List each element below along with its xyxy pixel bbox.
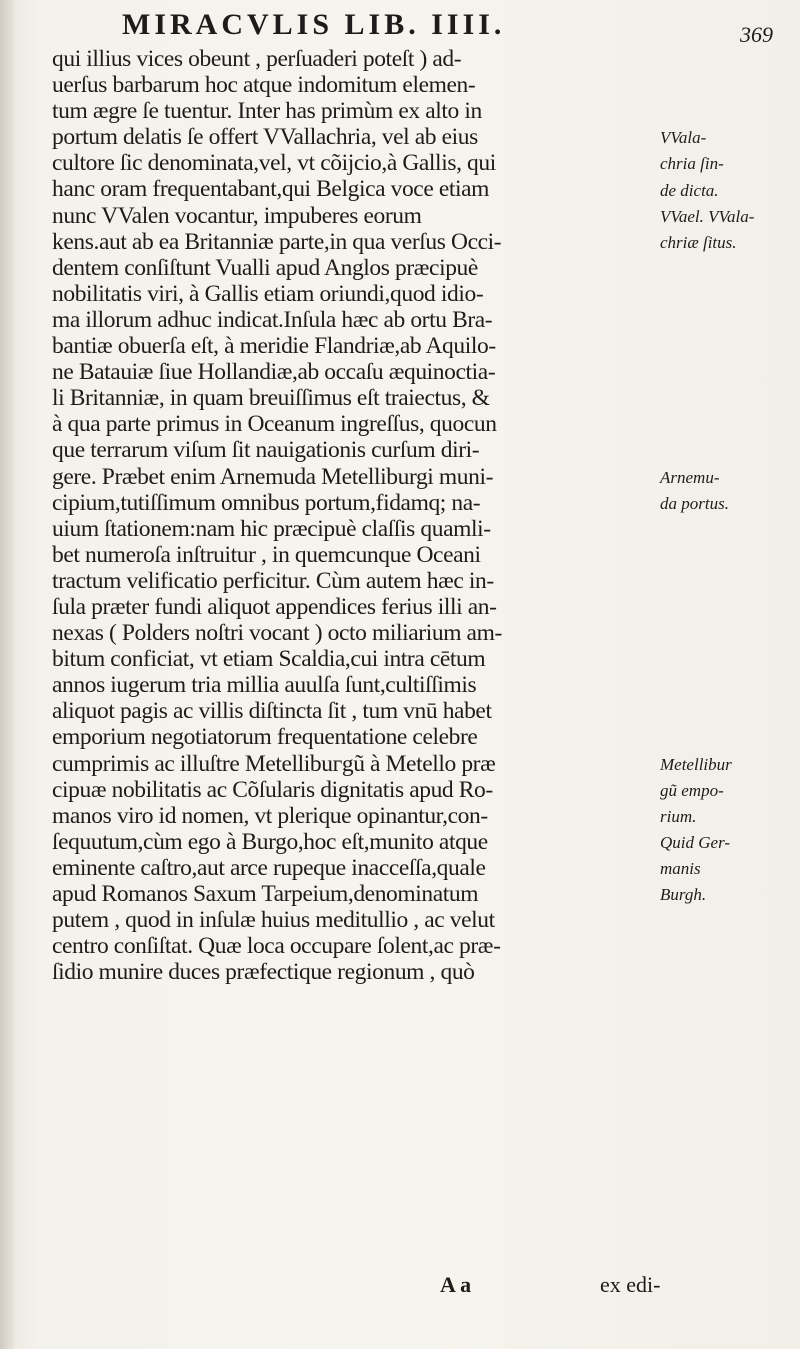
margin-note: da portus. <box>660 493 729 513</box>
text-line: cultore ſic denominata,vel, vt cõijcio,à Gallis, qui <box>52 150 496 177</box>
margin-note: Arnemu- <box>660 467 720 487</box>
margin-note: Quid Ger- <box>660 833 731 852</box>
text-line: emporium negotiatorum frequentatione celebre <box>52 724 478 751</box>
text-line: tractum velificatio perficitur. Cùm autem hæc in- <box>52 567 494 594</box>
margin-note: gũ empo- <box>660 780 724 800</box>
text-line: apud Romanos Saxum Tarpeium,denominatum <box>52 881 479 907</box>
text-line: ſula præter fundi aliquot appendices ferius illi an- <box>52 593 497 620</box>
text-line: hanc oram frequentabant,qui Belgica voce etiam <box>52 176 490 203</box>
text-line: uerſus barbarum hoc atque indomitum elemen- <box>52 72 476 99</box>
text-line: ne Batauiæ ſiue Hollandiæ,ab occaſu æquinoctia- <box>52 359 496 386</box>
margin-note: VVala- <box>660 128 707 148</box>
margin-note: Metellibur <box>660 754 732 774</box>
text-line: tum ægre ſe tuentur. Inter has primùm ex alto in <box>52 98 482 125</box>
page-footer <box>0 1272 800 1312</box>
text-line: cumprimis ac illuſtre Metellibuгgũ à Metello præ <box>52 750 496 777</box>
text-line: kens.aut ab ea Britanniæ parte,in qua verſus Occi- <box>52 228 502 255</box>
margin-note: manis <box>660 859 701 879</box>
text-line: ſequutum,cùm ego à Burgo,hoc eſt,munito atque <box>52 828 488 855</box>
margin-note: VVael. VVala- <box>660 206 755 226</box>
running-head: MIRACVLIS LIB. IIII. <box>122 8 506 41</box>
page-binding-shadow <box>0 0 14 1349</box>
text-line: gere. Præbet enim Arnemuda Metelliburgi muni- <box>52 463 494 490</box>
text-line: qui illius vices obeunt , perſuaderi poteſt ) ad- <box>52 46 462 72</box>
main-text-block <box>52 46 612 985</box>
text-line: uium ſtationem:nam hic præcipuè claſſis quamli- <box>52 515 491 542</box>
text-line: cipium,tutiſſimum omnibus portum,fidamq; na- <box>52 489 481 516</box>
text-line: que terrarum viſum ſit nauigationis curſum diri- <box>52 437 480 464</box>
text-line: portum delatis ſe offert VVallachria, vel ab eius <box>52 124 478 151</box>
margin-note: rium. <box>660 806 697 826</box>
signature-mark: A a <box>440 1272 472 1297</box>
text-line: li Britanniæ, in quam breuiſſimus eſt traiectus, & <box>52 385 490 412</box>
text-line: aliquot pagis ac villis diſtincta ſit , tum vnū habet <box>52 698 492 725</box>
text-line: ſidio munire duces præfectique regionum , quò <box>52 959 475 986</box>
text-line: eminente caſtro,aut arce rupeque inacceſſa,quale <box>52 854 486 881</box>
text-line: cipuæ nobilitatis ac Cõſularis dignitatis apud Ro- <box>52 776 493 803</box>
page-header <box>60 8 773 48</box>
text-line: centro conſiſtat. Quæ loca occupare ſolent,ac præ- <box>52 933 501 960</box>
text-line: nunc VValen vocantur, impuberes eorum <box>52 202 422 229</box>
text-line: nobilitatis viri, à Gallis etiam oriundi,quod idio- <box>52 280 484 307</box>
text-line: nexas ( Polders noſtri vocant ) octo miliarium am- <box>52 620 502 647</box>
text-line: annos iugerum tria millia auulſa ſunt,cultiſſimis <box>52 672 477 699</box>
text-line: bet numeroſa inſtruitur , in quemcunque Oceani <box>52 541 481 568</box>
text-line: putem , quod in inſulæ huius meditullio , ac velut <box>52 907 495 934</box>
catchword: ex edi- <box>600 1272 661 1297</box>
margin-note: chria ſin- <box>660 154 724 174</box>
text-line: manos viro id nomen, vt plerique opinantur,con- <box>52 802 488 829</box>
text-line: bitum conficiat, vt etiam Scaldia,cui intra cētum <box>52 646 486 673</box>
text-line: dentem conſiſtunt Vualli apud Anglos præcipuè <box>52 254 478 281</box>
text-line: bantiæ obuerſa eſt, à meridie Flandriæ,ab Aquilo- <box>52 333 496 360</box>
margin-note: chriæ ſitus. <box>660 232 737 252</box>
margin-note: de dicta. <box>660 180 719 200</box>
text-line: à qua parte primus in Oceanum ingreſſus, quocun <box>52 411 497 438</box>
text-line: ma illorum adhuc indicat.Inſula hæc ab ortu Bra- <box>52 306 493 333</box>
page-number: 369 <box>740 22 773 47</box>
margin-note: Burgh. <box>660 885 707 905</box>
